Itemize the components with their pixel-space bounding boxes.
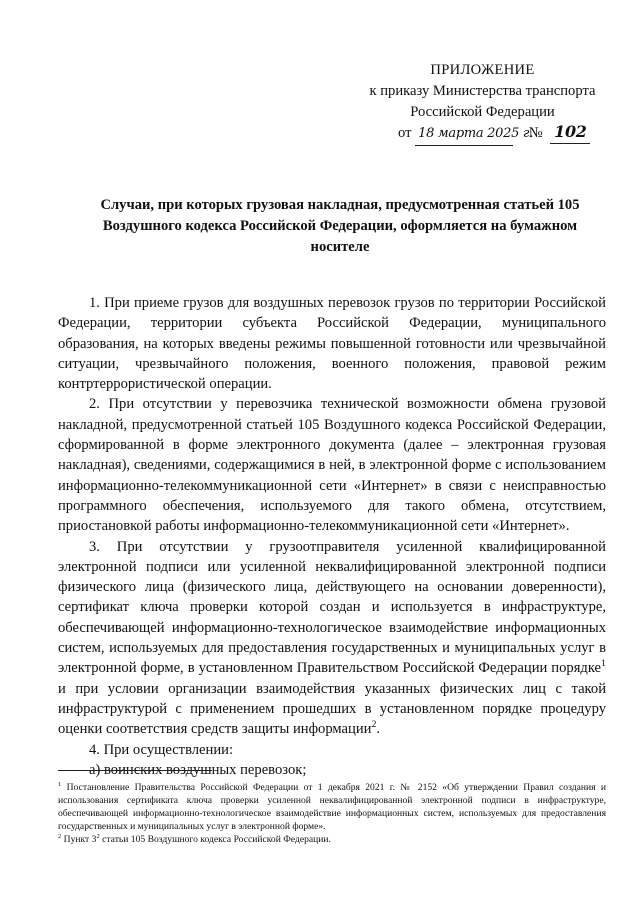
- footnote-2-text-b: статьи 105 Воздушного кодекса Российской Федерации.: [99, 834, 331, 845]
- footnote-2-sup: 2: [96, 832, 100, 840]
- appendix-order-line: к приказу Министерства транспорта: [369, 83, 596, 99]
- paragraph-2: 2. При отсутствии у перевозчика технической возможности обмена грузовой накладной, предусмотренной статьей 105 Воздушного кодекса Российской Федерации, сформированной в форме электронного документа (далее – электронная грузовая накладная), сведениями, содержащимися в ней, в электронной форме с использованием информационно-телекоммуникационной сети «Интернет» в связи с неисправностью программного обеспечения, используемого для такого обмена, отсутствием, приостановкой работы информационно-телекоммуникационной сети «Интернет».: [58, 396, 606, 535]
- paragraph-1: 1. При приеме грузов для воздушных перевозок грузов по территории Российской Федерации, территории субъекта Российской Федерации, муниципального образования, на которых введены режимы повышенной готовности или чрезвычайной ситуации, чрезвычайного положения, военного положения, правовой режим контртеррористической операции.: [58, 295, 606, 393]
- appendix-header: [360, 60, 605, 123]
- footnote-1-mark: 1: [58, 780, 62, 788]
- handwritten-date: 18 марта 2025 г.: [415, 123, 513, 146]
- footnote-separator: [58, 770, 212, 771]
- paragraph-4a: а) воинских воздушных перевозок;: [89, 761, 307, 778]
- footnote-1-text: Постановление Правительства Российской Федерации от 1 декабря 2021 г. № 2152 «Об утверждении Правил создания и использования сертификата ключа проверки усиленной неквалифицированной электронной подписи в инфраструктуре, обеспечивающей информационно-технологическое взаимодействие информационных систем, используемых для предоставления государственных и муниципальных услуг в электронной форме».: [58, 782, 606, 832]
- paragraph-3-text-a: 3. При отсутствии у грузоотправителя усиленной квалифицированной электронной подписи или усиленной неквалифицированной электронной подписи физического лица (физического лица, действующего на основании доверенности), сертификат ключа проверки которой создан и используется в инфраструктуре, обеспечивающей информационно-технологическое взаимодействие информационных систем, используемых для предоставления государственных и муниципальных услуг в электронной форме, в установленном Правительством Российской Федерации порядке: [58, 538, 606, 677]
- footnotes: [58, 781, 606, 846]
- order-date-number-line: [398, 121, 608, 146]
- paragraph-3-text-b: и при условии организации взаимодействия указанных физических лиц с такой инфраструктурой с применением прошедших в установленном порядке процедуру оценки соответствия средств защиты информации: [58, 680, 606, 738]
- footnote-2-mark: 2: [58, 832, 62, 840]
- handwritten-number: 102: [550, 121, 590, 144]
- footnote-1: [58, 781, 606, 833]
- footnote-2-text-a: Пункт 3: [61, 834, 97, 845]
- paragraph-3-end: .: [376, 721, 381, 738]
- document-title: Случаи, при которых грузовая накладная, предусмотренная статьей 105 Воздушного кодекса Российской Федерации, оформляется на бумажном носителе: [100, 197, 580, 255]
- number-label: №: [528, 125, 543, 141]
- appendix-authority-line: Российской Федерации: [410, 104, 555, 120]
- footnote-ref-2[interactable]: 2: [371, 719, 377, 731]
- from-label: от: [398, 125, 412, 141]
- document-body: [58, 293, 606, 780]
- paragraph-3: [58, 537, 606, 740]
- footnote-2: [58, 833, 606, 846]
- appendix-title: ПРИЛОЖЕНИЕ: [430, 62, 535, 78]
- paragraph-4: 4. При осуществлении:: [89, 741, 234, 758]
- footnote-ref-1[interactable]: 1: [601, 658, 606, 670]
